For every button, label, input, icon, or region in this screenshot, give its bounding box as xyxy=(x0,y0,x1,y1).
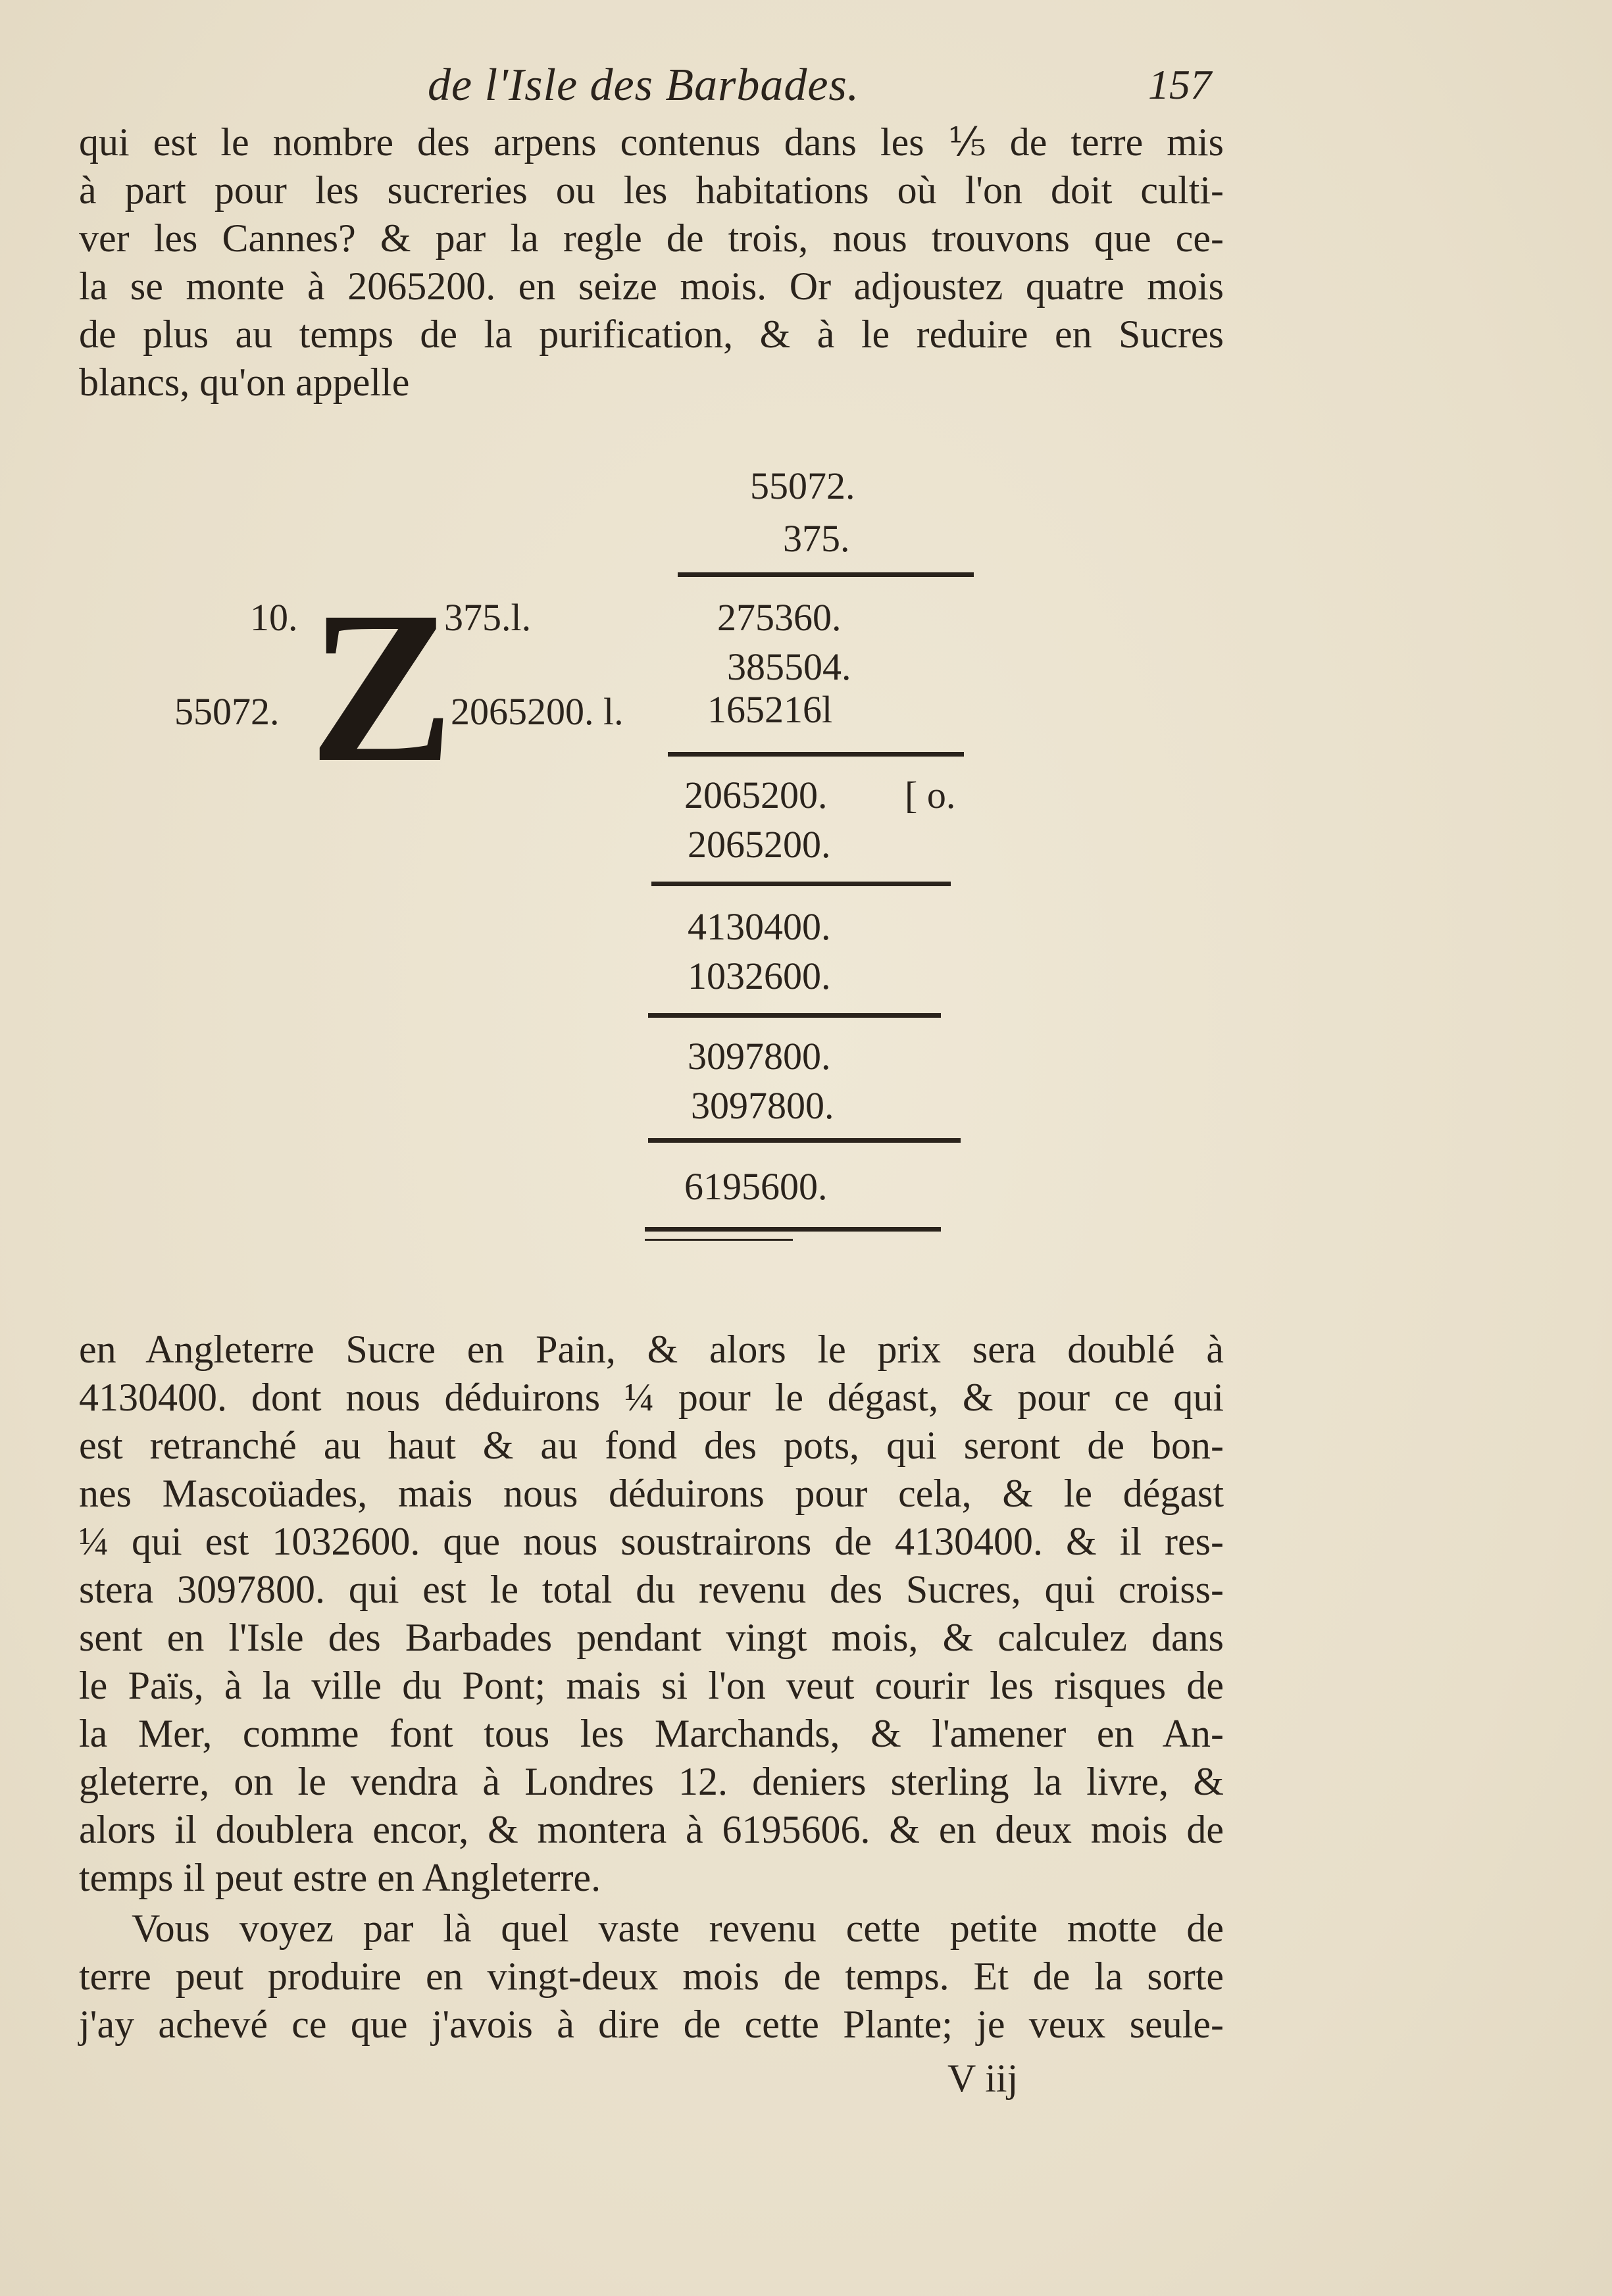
ratio-left-bottom: 55072. xyxy=(174,690,280,733)
remainder: 3097800. xyxy=(688,1035,831,1078)
text-line: qui est le nombre des arpens contenus dans les ⅕ de terre mis xyxy=(79,120,1224,164)
multiplicand: 55072. xyxy=(750,464,855,507)
sum-rule xyxy=(668,752,964,757)
deduction: 1032600. xyxy=(688,955,831,997)
text-line: la se monte à 2065200. en seize mois. Or adjoustez quatre mois xyxy=(79,264,1224,308)
partial-product: 385504. xyxy=(727,645,851,688)
remainder: 3097800. xyxy=(691,1084,834,1127)
text-line: de plus au temps de la purification, & à le reduire en Sucres xyxy=(79,312,1224,356)
text-line: en Angleterre Sucre en Pain, & alors le prix sera doublé à xyxy=(79,1328,1224,1371)
text-line: alors il doublera encor, & montera à 6195606. & en deux mois de xyxy=(79,1808,1224,1851)
paragraph-3 xyxy=(79,1905,1224,2049)
page-number: 157 xyxy=(1148,61,1211,108)
sum-rule xyxy=(651,882,951,886)
paragraph-2 xyxy=(79,1326,1224,1902)
doubled-sum: 4130400. xyxy=(688,905,831,948)
ratio-left-top: 10. xyxy=(250,596,298,639)
text-line: blancs, qu'on appelle xyxy=(79,361,410,404)
text-line: temps il peut estre en Angleterre. xyxy=(79,1856,601,1899)
text-line: Vous voyez par là quel vaste revenu cette petite motte de xyxy=(132,1907,1224,1950)
multiplier: 375. xyxy=(783,517,850,560)
text-line: à part pour les sucreries ou les habitations où l'on doit culti- xyxy=(79,168,1224,212)
sum-rule xyxy=(648,1013,941,1018)
sum-rule xyxy=(648,1138,961,1143)
paragraph-1 xyxy=(79,118,1224,407)
text-line: est retranché au haut & au fond des pots, qui seront de bon- xyxy=(79,1424,1224,1467)
product-repeat: 2065200. xyxy=(688,823,831,866)
grand-total: 6195600. xyxy=(684,1165,828,1208)
text-line: 4130400. dont nous déduirons ¼ pour le dégast, & pour ce qui xyxy=(79,1376,1224,1419)
double-rule xyxy=(645,1239,793,1241)
signature-mark: V iij xyxy=(947,2057,1019,2100)
z-symbol: Z xyxy=(309,567,455,807)
product: 2065200. xyxy=(684,774,828,816)
text-line: gleterre, on le vendra à Londres 12. deniers sterling la livre, & xyxy=(79,1760,1224,1803)
text-line: terre peut produire en vingt-deux mois de temps. Et de la sorte xyxy=(79,1955,1224,1998)
sum-rule xyxy=(678,572,974,577)
text-line: le Païs, à la ville du Pont; mais si l'on veut courir les risques de xyxy=(79,1664,1224,1707)
partial-product: 275360. xyxy=(717,596,842,639)
partial-product: 165216l xyxy=(707,688,833,731)
text-line: sent en l'Isle des Barbades pendant vingt mois, & calculez dans xyxy=(79,1616,1224,1659)
text-line: ¼ qui est 1032600. que nous soustrairons de 4130400. & il res- xyxy=(79,1520,1224,1563)
ratio-right-top: 375.l. xyxy=(444,596,532,639)
text-line: la Mer, comme font tous les Marchands, & l'amener en An- xyxy=(79,1712,1224,1755)
ratio-right-bottom: 2065200. l. xyxy=(451,690,624,733)
text-line: nes Mascoüades, mais nous déduirons pour cela, & le dégast xyxy=(79,1472,1224,1515)
running-head: de l'Isle des Barbades. xyxy=(428,60,860,111)
product-mark: [ o. xyxy=(905,774,956,816)
text-line: ver les Cannes? & par la regle de trois, nous trouvons que ce- xyxy=(79,216,1224,260)
text-line: stera 3097800. qui est le total du revenu des Sucres, qui croiss- xyxy=(79,1568,1224,1611)
text-line: j'ay achevé ce que j'avois à dire de cette Plante; je veux seule- xyxy=(79,2003,1224,2046)
double-rule xyxy=(645,1227,941,1232)
